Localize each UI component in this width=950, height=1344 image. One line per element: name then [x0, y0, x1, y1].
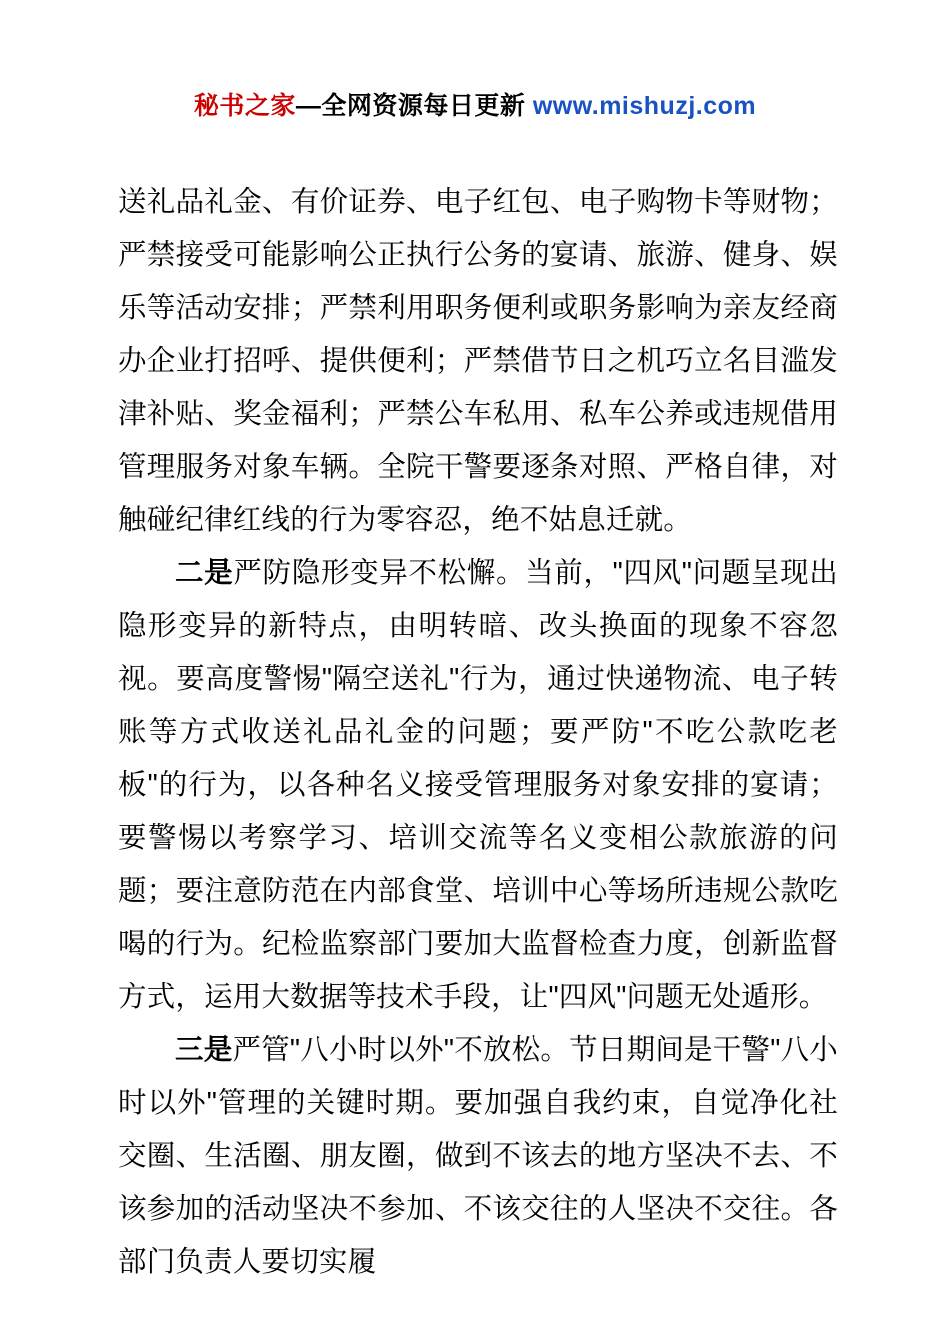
- site-header: [0, 86, 950, 122]
- paragraph-1: [118, 176, 838, 547]
- paragraph-2-text: 严防隐形变异不松懈。当前，"四风"问题呈现出隐形变异的新特点，由明转暗、改头换面的现象不容忽视。要高度警惕"隔空送礼"行为，通过快递物流、电子转账等方式收送礼品礼金的问题；要严防"不吃公款吃老板"的行为，以各种名义接受管理服务对象安排的宴请；要警惕以考察学习、培训交流等名义变相公款旅游的问题；要注意防范在内部食堂、培训中心等场所违规公款吃喝的行为。纪检监察部门要加大监督检查力度，创新监督方式，运用大数据等技术手段，让"四风"问题无处遁形。: [118, 557, 838, 1013]
- paragraph-2: [118, 547, 838, 1024]
- paragraph-2-lead: 二是: [175, 557, 234, 589]
- site-tagline: —全网资源每日更新: [295, 92, 533, 120]
- paragraph-3: [118, 1024, 838, 1289]
- site-brand: 秘书之家: [193, 92, 296, 120]
- paragraph-3-lead: 三是: [175, 1034, 233, 1066]
- document-body: [118, 176, 838, 1289]
- site-url[interactable]: www.mishuzj.com: [532, 92, 757, 120]
- paragraph-1-text: 送礼品礼金、有价证券、电子红包、电子购物卡等财物；严禁接受可能影响公正执行公务的宴请、旅游、健身、娱乐等活动安排；严禁利用职务便利或职务影响为亲友经商办企业打招呼、提供便利；严禁借节日之机巧立名目滥发津补贴、奖金福利；严禁公车私用、私车公养或违规借用管理服务对象车辆。全院干警要逐条对照、严格自律，对触碰纪律红线的行为零容忍，绝不姑息迁就。: [118, 186, 838, 536]
- paragraph-3-text: 严管"八小时以外"不放松。节日期间是干警"八小时以外"管理的关键时期。要加强自我约束，自觉净化社交圈、生活圈、朋友圈，做到不该去的地方坚决不去、不该参加的活动坚决不参加、不该交往的人坚决不交往。各部门负责人要切实履: [118, 1034, 839, 1278]
